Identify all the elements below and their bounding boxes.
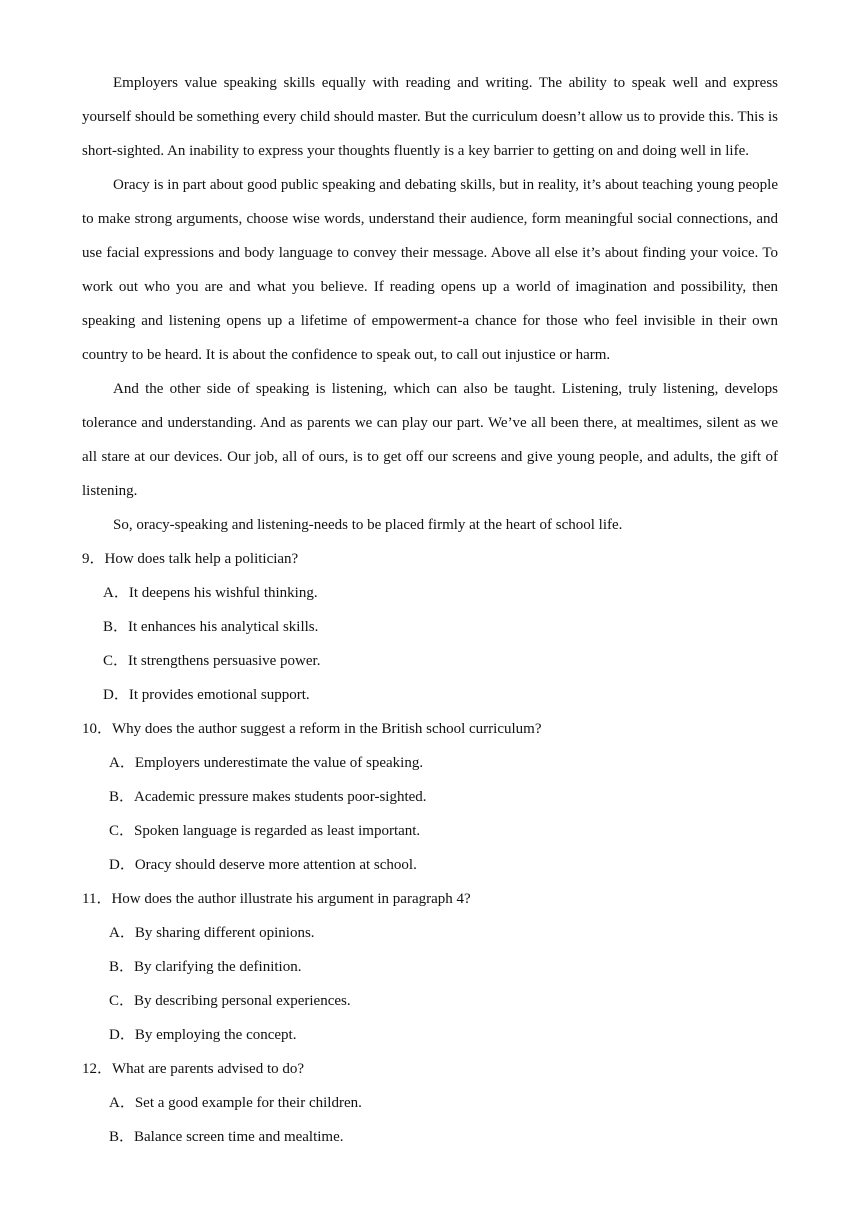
option-letter: B．	[103, 619, 129, 635]
question-12	[82, 1052, 778, 1086]
option-letter: D．	[103, 687, 129, 703]
option-11b	[82, 950, 778, 984]
option-letter: B．	[109, 959, 135, 975]
option-letter: B．	[109, 789, 135, 805]
option-letter: B．	[109, 1129, 135, 1145]
question-number: 11．	[82, 891, 112, 907]
option-text: Employers underestimate the value of speaking.	[134, 755, 424, 771]
option-text: By employing the concept.	[134, 1027, 297, 1043]
option-text: By sharing different opinions.	[134, 925, 315, 941]
option-10b	[82, 780, 778, 814]
question-11	[82, 882, 778, 916]
option-11c	[82, 984, 778, 1018]
passage-paragraph: Oracy is in part about good public speaking and debating skills, but in reality, it’s about teaching young people to make strong arguments, choose wise words, understand their audience, form meaningful social connections, and use facial expressions and body language to convey their message. Above all else it’s about finding your voice. To work out who you are and what you believe. If reading opens up a world of imagination and possibility, then speaking and listening opens up a lifetime of empowerment-a chance for those who feel invisible in their own country to be heard. It is about the confidence to speak out, to call out injustice or harm.	[82, 177, 778, 363]
option-text: Spoken language is regarded as least important.	[134, 823, 421, 839]
document-page	[82, 66, 778, 1154]
option-letter: C．	[109, 993, 135, 1009]
passage-paragraph: Employers value speaking skills equally with reading and writing. The ability to speak well and express yourself should be something every child should master. But the curriculum doesn’t allow us to provide this. This is short-sighted. An inability to express your thoughts fluently is a key barrier to getting on and doing well in life.	[82, 75, 778, 159]
option-text: By clarifying the definition.	[134, 959, 302, 975]
option-9a	[82, 576, 778, 610]
option-12a	[82, 1086, 778, 1120]
option-text: It strengthens persuasive power.	[128, 653, 321, 669]
option-letter: D．	[109, 857, 135, 873]
question-text: What are parents advised to do?	[112, 1061, 305, 1077]
option-letter: C．	[109, 823, 135, 839]
question-number: 9．	[82, 551, 105, 567]
option-9d	[82, 678, 778, 712]
option-text: Set a good example for their children.	[134, 1095, 362, 1111]
option-text: Balance screen time and mealtime.	[134, 1129, 344, 1145]
option-letter: A．	[109, 755, 135, 771]
option-11d	[82, 1018, 778, 1052]
option-9c	[82, 644, 778, 678]
question-text: How does talk help a politician?	[104, 551, 299, 567]
option-11a	[82, 916, 778, 950]
question-text: Why does the author suggest a reform in the British school curriculum?	[112, 721, 542, 737]
option-9b	[82, 610, 778, 644]
question-number: 10．	[82, 721, 113, 737]
option-text: Oracy should deserve more attention at school.	[134, 857, 417, 873]
question-10	[82, 712, 778, 746]
option-letter: A．	[109, 1095, 135, 1111]
option-text: It provides emotional support.	[128, 687, 310, 703]
option-text: It deepens his wishful thinking.	[128, 585, 318, 601]
option-10d	[82, 848, 778, 882]
option-letter: D．	[109, 1027, 135, 1043]
option-text: By describing personal experiences.	[134, 993, 351, 1009]
option-letter: C．	[103, 653, 129, 669]
question-9	[82, 542, 778, 576]
passage-paragraph: So, oracy-speaking and listening-needs to be placed firmly at the heart of school life.	[113, 517, 623, 533]
option-10c	[82, 814, 778, 848]
option-12b	[82, 1120, 778, 1154]
option-letter: A．	[109, 925, 135, 941]
question-text: How does the author illustrate his argument in paragraph 4?	[111, 891, 471, 907]
option-10a	[82, 746, 778, 780]
question-number: 12．	[82, 1061, 113, 1077]
option-text: Academic pressure makes students poor-sighted.	[134, 789, 427, 805]
passage-paragraph: And the other side of speaking is listening, which can also be taught. Listening, truly listening, develops tolerance and understanding. And as parents we can play our part. We’ve all been there, at mealtimes, silent as we all stare at our devices. Our job, all of ours, is to get off our screens and give young people, and adults, the gift of listening.	[82, 381, 778, 499]
option-text: It enhances his analytical skills.	[128, 619, 319, 635]
option-letter: A．	[103, 585, 129, 601]
